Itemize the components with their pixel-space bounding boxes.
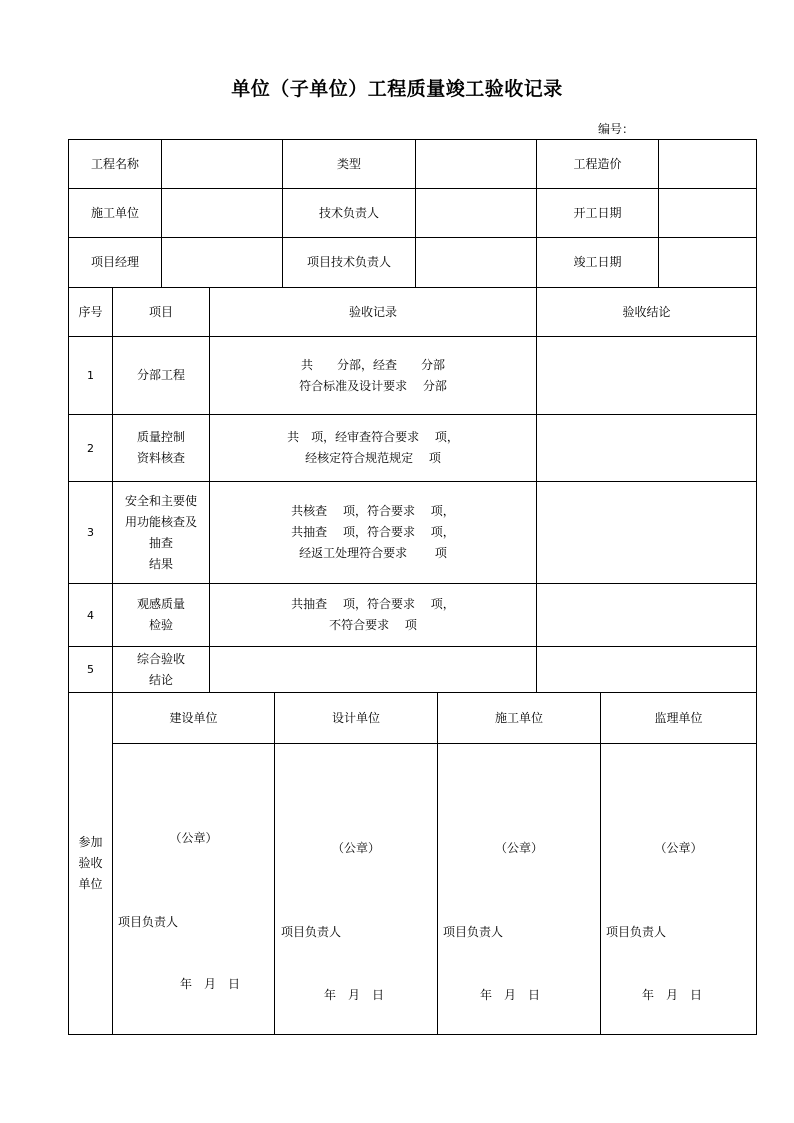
header-conclusion: 验收结论 bbox=[622, 304, 671, 319]
project-lead-signature-label: 项目负责人 bbox=[443, 925, 504, 939]
project-lead-signature-label: 项目负责人 bbox=[281, 925, 342, 939]
official-seal-placeholder: （公章） bbox=[169, 831, 218, 845]
header-record: 验收记录 bbox=[348, 304, 397, 319]
label-tech-lead: 技术负责人 bbox=[318, 205, 379, 220]
row-3-record bbox=[210, 482, 536, 583]
row-1-record-line: 共 分部，经查 分部 bbox=[300, 357, 445, 372]
row-2-record bbox=[210, 415, 536, 481]
participants-label-line: 参加 bbox=[78, 835, 103, 849]
rule bbox=[600, 692, 601, 1035]
label-completion-date: 竣工日期 bbox=[573, 255, 622, 269]
label-project-name: 工程名称 bbox=[90, 156, 139, 171]
header-seq: 序号 bbox=[78, 304, 103, 319]
label-contractor: 施工单位 bbox=[90, 205, 139, 220]
row-2-record-line: 共 项，经审查符合要求 项， bbox=[287, 430, 459, 444]
row-4-conclusion[interactable] bbox=[537, 584, 756, 646]
value-contractor[interactable] bbox=[162, 189, 282, 237]
row-4-item-line: 检验 bbox=[148, 618, 173, 632]
row-2-conclusion[interactable] bbox=[537, 415, 756, 481]
row-5-record[interactable] bbox=[210, 647, 536, 692]
row-3-record-line: 经返工处理符合要求 项 bbox=[299, 546, 447, 560]
row-2-item-line: 质量控制 bbox=[136, 430, 185, 444]
row-5-item-line: 综合验收 bbox=[136, 651, 185, 666]
row-1-seq: 1 bbox=[87, 369, 94, 382]
value-tech-lead[interactable] bbox=[416, 189, 536, 237]
row-3-seq: 3 bbox=[87, 526, 94, 539]
value-completion-date[interactable] bbox=[659, 238, 756, 287]
row-5-seq: 5 bbox=[87, 663, 94, 676]
row-3-item bbox=[113, 482, 209, 583]
row-1-conclusion[interactable] bbox=[537, 337, 756, 414]
value-manager[interactable] bbox=[162, 238, 282, 287]
rule bbox=[112, 692, 113, 1035]
row-3-item-line: 结果 bbox=[148, 556, 173, 571]
label-type: 类型 bbox=[336, 156, 361, 171]
rule bbox=[274, 692, 275, 1035]
row-1-item bbox=[113, 337, 209, 414]
unit-header-contractor: 施工单位 bbox=[494, 710, 543, 725]
unit-header-construction: 建设单位 bbox=[169, 710, 218, 725]
participants-label-line: 验收 bbox=[78, 856, 103, 870]
row-4-item bbox=[113, 584, 209, 646]
unit-header-supervision: 监理单位 bbox=[654, 710, 703, 725]
row-1-record bbox=[210, 337, 536, 414]
row-3-conclusion[interactable] bbox=[537, 482, 756, 583]
unit-header-design: 设计单位 bbox=[331, 710, 380, 725]
row-3-item-line: 用功能核查及 bbox=[124, 514, 197, 529]
table-border-right bbox=[756, 139, 757, 1035]
official-seal-placeholder: （公章） bbox=[494, 841, 543, 855]
signature-date: 年 月 日 bbox=[480, 988, 541, 1002]
participants-label-line: 单位 bbox=[78, 877, 103, 891]
value-project-tech-lead[interactable] bbox=[416, 238, 536, 287]
project-lead-signature-label: 项目负责人 bbox=[118, 915, 179, 929]
row-4-record bbox=[210, 584, 536, 646]
participants-label bbox=[69, 693, 112, 1034]
label-project-tech-lead: 项目技术负责人 bbox=[306, 255, 391, 269]
document-title: 单位（子单位）工程质量竣工验收记录 bbox=[231, 78, 563, 100]
rule bbox=[112, 743, 757, 744]
row-1-record-line: 符合标准及设计要求 分部 bbox=[299, 378, 447, 393]
row-5-conclusion[interactable] bbox=[537, 647, 756, 692]
row-3-record-line: 共核查 项，符合要求 项， bbox=[291, 504, 455, 518]
value-project-name[interactable] bbox=[162, 140, 282, 188]
row-4-record-line: 共抽查 项，符合要求 项， bbox=[291, 597, 455, 611]
row-3-record-line: 共抽查 项，符合要求 项， bbox=[291, 525, 455, 539]
row-2-item bbox=[113, 415, 209, 481]
row-3-item-line: 安全和主要使 bbox=[124, 493, 197, 508]
label-cost: 工程造价 bbox=[573, 156, 622, 171]
signature-date: 年 月 日 bbox=[324, 988, 385, 1002]
row-4-seq: 4 bbox=[87, 608, 94, 622]
signature-date: 年 月 日 bbox=[180, 977, 241, 991]
row-2-seq: 2 bbox=[87, 441, 94, 455]
row-1-item-line: 分部工程 bbox=[136, 368, 185, 382]
row-3-item-line: 抽查 bbox=[148, 535, 173, 550]
row-5-item-line: 结论 bbox=[148, 672, 173, 687]
value-cost[interactable] bbox=[659, 140, 756, 188]
signature-date: 年 月 日 bbox=[642, 988, 703, 1002]
value-type[interactable] bbox=[416, 140, 536, 188]
table-border-bottom bbox=[68, 1034, 757, 1035]
label-manager: 项目经理 bbox=[90, 255, 139, 269]
official-seal-placeholder: （公章） bbox=[654, 841, 703, 855]
rule bbox=[437, 692, 438, 1035]
official-seal-placeholder: （公章） bbox=[331, 841, 380, 855]
value-start-date[interactable] bbox=[659, 189, 756, 237]
label-start-date: 开工日期 bbox=[573, 205, 622, 220]
row-2-record-line: 经核定符合规范规定 项 bbox=[305, 451, 441, 465]
project-lead-signature-label: 项目负责人 bbox=[606, 925, 667, 939]
row-4-item-line: 观感质量 bbox=[136, 597, 185, 611]
row-2-item-line: 资料核查 bbox=[136, 451, 185, 465]
header-item: 项目 bbox=[148, 304, 173, 319]
row-4-record-line: 不符合要求 项 bbox=[329, 618, 417, 632]
row-5-item bbox=[113, 647, 209, 692]
serial-number-label: 编号： bbox=[598, 122, 635, 136]
